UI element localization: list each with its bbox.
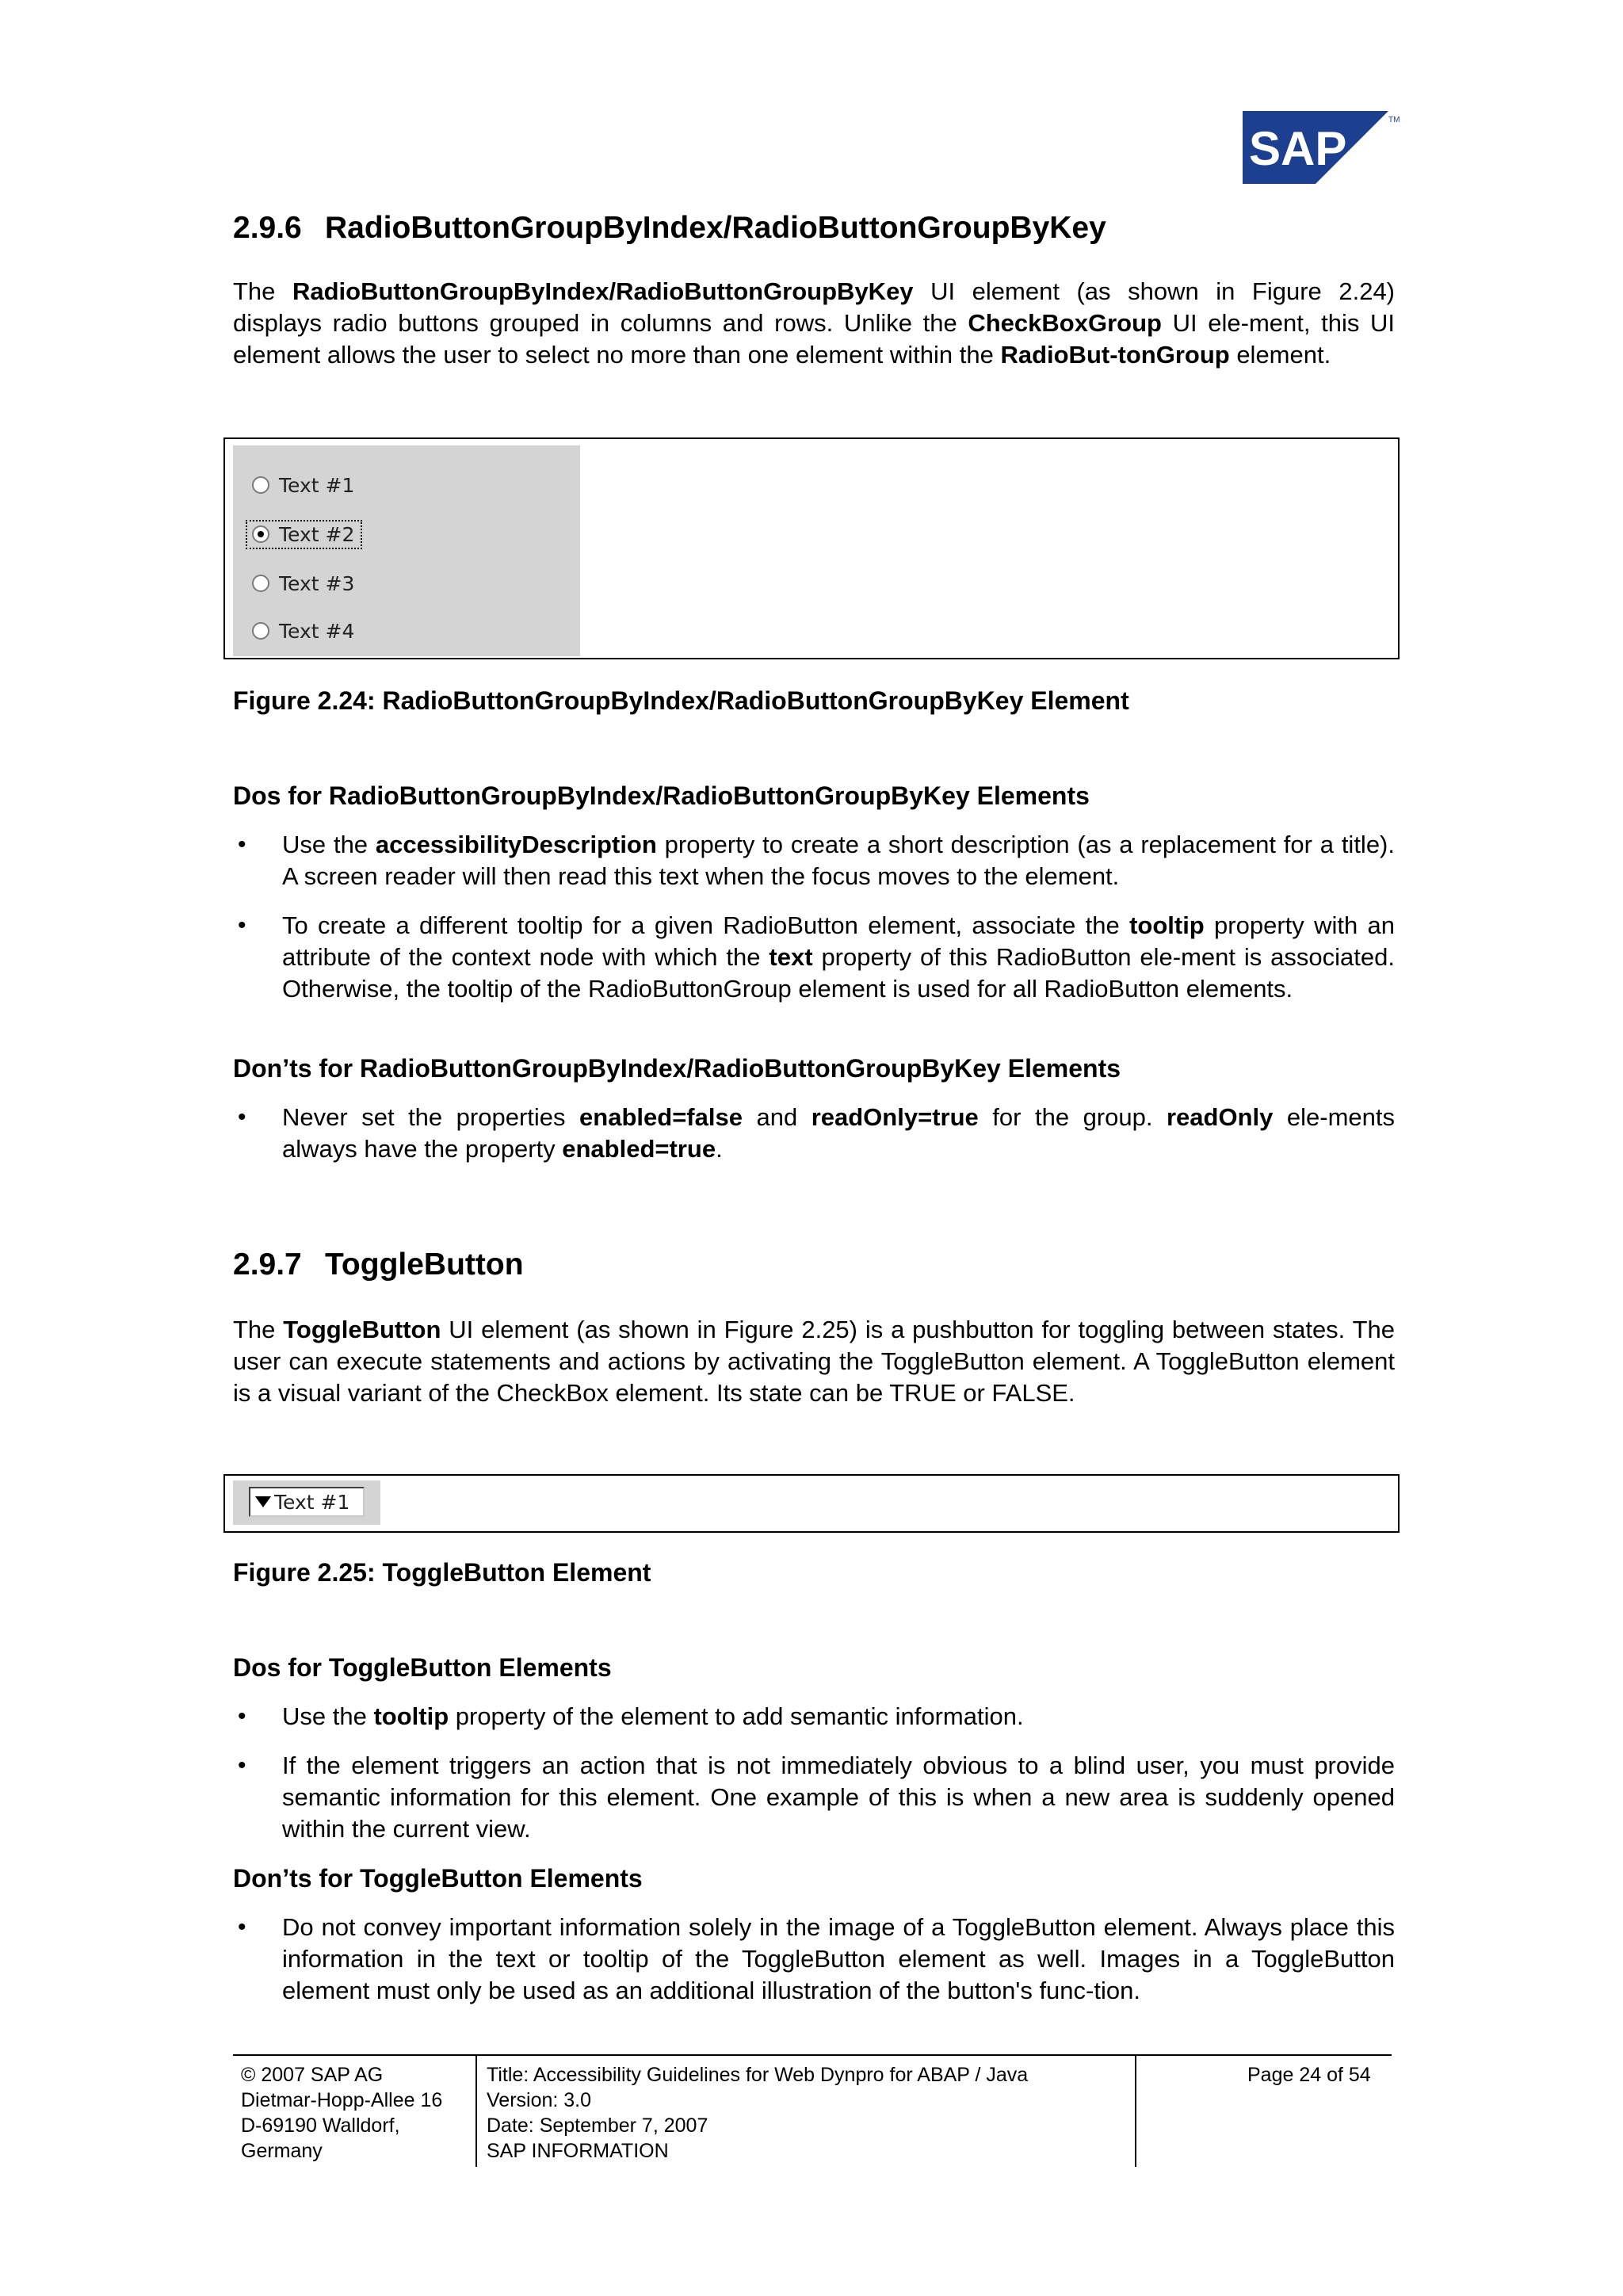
section-number: 2.9.7 bbox=[233, 1247, 302, 1282]
list-item: • Do not convey important information solely in the image of a ToggleButton element. Always place this information in the text or tooltip of the ToggleButton element as well. Images in a ToggleButton element must only be used as an additional illustration of the button's func-tion. bbox=[233, 1912, 1395, 2007]
radio-item[interactable]: Text #4 bbox=[252, 615, 354, 647]
footer-document-info: Title: Accessibility Guidelines for Web Dynpro for ABAP / Java Version: 3.0 Date: September 7, 2007 SAP INFORMATION bbox=[487, 2064, 1029, 2162]
figure-toggle-button bbox=[223, 1474, 1400, 1533]
donts-heading-radio: Don’ts for RadioButtonGroupByIndex/RadioButtonGroupByKey Elements bbox=[233, 1054, 1121, 1083]
radio-item[interactable]: Text #1 bbox=[252, 469, 354, 501]
donts-list-radio bbox=[233, 1102, 1395, 1182]
footer-divider bbox=[475, 2056, 477, 2167]
list-item: • If the element triggers an action that is not immediately obvious to a blind user, you must provide semantic information for this element. One example of this is when a new area is suddenly opened within the current view. bbox=[233, 1750, 1395, 1845]
donts-heading-toggle: Don’ts for ToggleButton Elements bbox=[233, 1864, 643, 1893]
section-title: ToggleButton bbox=[325, 1247, 524, 1282]
donts-list-toggle bbox=[233, 1912, 1395, 2024]
page-footer bbox=[233, 2054, 1392, 2167]
section-heading-toggle bbox=[233, 1246, 524, 1284]
list-item: • Use the tooltip property of the element to add semantic information. bbox=[233, 1701, 1395, 1733]
sap-logo-text: SAP bbox=[1249, 122, 1347, 175]
toggle-panel bbox=[233, 1480, 380, 1525]
radio-icon[interactable] bbox=[252, 622, 269, 640]
footer-page-number: Page 24 of 54 bbox=[1247, 2064, 1371, 2086]
toggle-button[interactable] bbox=[249, 1487, 365, 1517]
radio-item[interactable] bbox=[252, 518, 359, 550]
list-item: • Never set the properties enabled=false and readOnly=true for the group. readOnly ele-ments always have the property enabled=true. bbox=[233, 1102, 1395, 1165]
radio-item[interactable]: Text #3 bbox=[252, 567, 354, 599]
footer-company: © 2007 SAP AG Dietmar-Hopp-Allee 16 D-69190 Walldorf, Germany bbox=[241, 2064, 443, 2162]
dos-list-radio bbox=[233, 829, 1395, 1022]
figure-caption-toggle: Figure 2.25: ToggleButton Element bbox=[233, 1558, 651, 1587]
figure-radio-group bbox=[223, 437, 1400, 659]
section-heading-radio bbox=[233, 209, 1106, 247]
sap-logo-trademark: TM bbox=[1388, 116, 1400, 124]
radio-selected-icon[interactable] bbox=[252, 525, 269, 543]
figure-caption-radio: Figure 2.24: RadioButtonGroupByIndex/RadioButtonGroupByKey Element bbox=[233, 686, 1129, 715]
section-title: RadioButtonGroupByIndex/RadioButtonGroupByKey bbox=[325, 211, 1106, 245]
triangle-down-icon bbox=[255, 1496, 271, 1507]
dos-list-toggle bbox=[233, 1701, 1395, 1862]
radio-icon[interactable] bbox=[252, 476, 269, 494]
section-intro-toggle: The ToggleButton UI element (as shown in Figure 2.25) is a pushbutton for toggling between states. The user can execute statements and actions by activating the ToggleButton element. A ToggleButton element is a visual variant of the CheckBox element. Its state can be TRUE or FALSE. bbox=[233, 1316, 1396, 1407]
list-item: • To create a different tooltip for a given RadioButton element, associate the tooltip property with an attribute of the context node with which the text property of this RadioButton ele-ment is associated. Otherwise, the tooltip of the RadioButtonGroup element is used for all RadioButton elements. bbox=[233, 910, 1395, 1005]
radio-focus-ring: Text #2 bbox=[249, 523, 359, 546]
dos-heading-toggle: Dos for ToggleButton Elements bbox=[233, 1653, 612, 1682]
section-intro-radio: The RadioButtonGroupByIndex/RadioButtonGroupByKey UI element (as shown in Figure 2.24) displays radio buttons grouped in columns and rows. Unlike the CheckBoxGroup UI ele-ment, this UI element allows the user to select no more than one element within the RadioBut-tonGroup element. bbox=[233, 277, 1396, 369]
radio-button-group bbox=[233, 445, 580, 656]
footer-divider bbox=[1135, 2056, 1136, 2167]
toggle-button-label: Text #1 bbox=[274, 1490, 350, 1514]
list-item: • Use the accessibilityDescription property to create a short description (as a replacement for a title). A screen reader will then read this text when the focus moves to the element. bbox=[233, 829, 1395, 892]
section-number: 2.9.6 bbox=[233, 211, 302, 245]
radio-icon[interactable] bbox=[252, 575, 269, 592]
sap-logo bbox=[1243, 111, 1401, 184]
dos-heading-radio: Dos for RadioButtonGroupByIndex/RadioButtonGroupByKey Elements bbox=[233, 781, 1090, 810]
